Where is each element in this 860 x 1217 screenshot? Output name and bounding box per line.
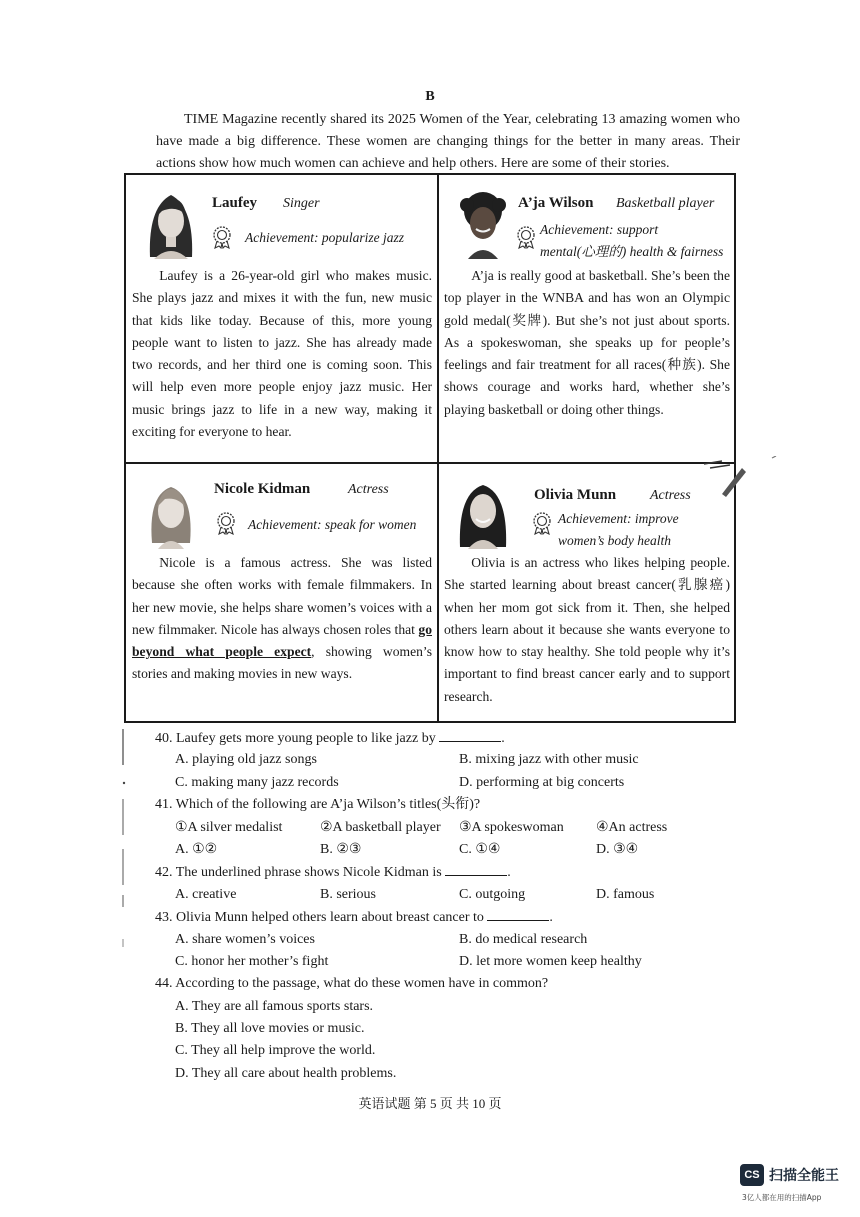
aja-wilson-achievement-line1: Achievement: support xyxy=(540,222,659,237)
option: A. share women’s voices xyxy=(175,931,315,947)
page-footer: 英语试题 第 5 页 共 10 页 xyxy=(358,1096,502,1111)
nicole-kidman-role: Actress xyxy=(348,482,389,497)
underlined-phrase: go beyond what people expect xyxy=(132,621,432,660)
choice: ②A basketball player xyxy=(320,819,441,835)
nicole-kidman-portrait-icon xyxy=(140,477,202,549)
answer-blank xyxy=(487,906,549,921)
laufey-description: Laufey is a 26-year-old girl who makes music. She plays jazz and mixes it with the fun, new music that kids like today. Because of this, more young people want to listen to jazz. She has already made two records, and her third one is coming soon. This will help even more people enjoy jazz music. Her music brings jazz to life in a new way, making it exciting for everyone to hear. xyxy=(132,268,432,440)
nicole-kidman-achievement: Achievement: speak for women xyxy=(248,517,417,532)
answer-blank xyxy=(445,861,507,876)
olivia-munn-achievement-line1: Achievement: improve xyxy=(558,511,679,526)
laufey-role: Singer xyxy=(283,196,320,211)
option: C. making many jazz records xyxy=(175,774,339,790)
section-letter: B xyxy=(425,89,435,104)
option: A. ①② xyxy=(175,841,218,857)
choice: ①A silver medalist xyxy=(175,819,283,835)
award-badge-icon xyxy=(214,511,238,535)
question-44-option-b xyxy=(155,1018,755,1040)
option: C. honor her mother’s fight xyxy=(175,953,329,969)
aja-wilson-name: A’ja Wilson xyxy=(518,195,594,211)
pen-mark-icon xyxy=(700,456,780,502)
award-badge-icon xyxy=(210,225,234,249)
option: C. ①④ xyxy=(459,841,501,857)
option: C. They all help improve the world. xyxy=(175,1043,376,1059)
question-42-options xyxy=(155,884,755,906)
option: B. ②③ xyxy=(320,841,362,857)
option: B. They all love movies or music. xyxy=(175,1021,365,1037)
laufey-name: Laufey xyxy=(212,195,257,211)
option: A. They are all famous sports stars. xyxy=(175,998,374,1014)
grid-divider-horizontal xyxy=(126,462,734,464)
question-44: 44. According to the passage, what do these women have in common? xyxy=(155,976,549,992)
scanner-logo-tagline: 3亿人都在用的扫描App xyxy=(742,1193,822,1202)
award-badge-icon xyxy=(514,225,538,249)
choice: ④An actress xyxy=(596,819,668,835)
question-41-options xyxy=(155,839,755,861)
olivia-munn-role: Actress xyxy=(650,488,691,503)
nicole-kidman-description-start: Nicole is a famous actress. She was listed because she often works with female filmmakers. In her new movie, she helps share women’s voices with a new filmmaker. Nicole has always chosen roles that xyxy=(132,555,432,637)
question-41: 41. Which of the following are A’ja Wilson’s titles(头衔)? xyxy=(155,797,481,813)
profile-grid xyxy=(124,173,736,723)
aja-wilson-role: Basketball player xyxy=(616,196,715,211)
question-43 xyxy=(155,906,755,928)
scanner-app-logo xyxy=(740,1164,850,1204)
option: B. serious xyxy=(320,886,376,902)
option: A. creative xyxy=(175,886,237,902)
answer-blank xyxy=(439,727,501,742)
question-44-option-d xyxy=(155,1063,755,1085)
question-44-option-c xyxy=(155,1040,755,1062)
option: C. outgoing xyxy=(459,886,526,902)
scanner-logo-name: 扫描全能王 xyxy=(769,1168,839,1184)
choice: ③A spokeswoman xyxy=(459,819,564,835)
option: D. They all care about health problems. xyxy=(175,1065,397,1081)
question-40 xyxy=(155,727,755,749)
question-40-stem-end: . xyxy=(501,731,505,746)
option: D. famous xyxy=(596,886,655,902)
intro-paragraph: TIME Magazine recently shared its 2025 Women of the Year, celebrating 13 amazing women who have made a big difference. These women are changing things for the better in many areas. Their actions show how much women can achieve and help others. Here are some of their stories. xyxy=(156,112,740,171)
award-badge-icon xyxy=(530,511,554,535)
option: D. ③④ xyxy=(596,841,639,857)
aja-wilson-achievement-line2: mental(心理的) health & fairness xyxy=(540,244,724,259)
question-43-options-row1 xyxy=(155,929,755,951)
question-42 xyxy=(155,861,755,883)
olivia-munn-name: Olivia Munn xyxy=(534,487,617,503)
grid-divider-vertical xyxy=(437,175,439,721)
option: A. playing old jazz songs xyxy=(175,752,317,768)
nicole-kidman-description xyxy=(132,552,432,686)
question-40-stem: 40. Laufey gets more young people to like jazz by xyxy=(155,731,436,746)
olivia-munn-achievement-line2: women’s body health xyxy=(558,533,671,548)
nicole-kidman-name: Nicole Kidman xyxy=(214,481,311,497)
nicole-kidman-description-end: , showing women’s stories and making movies in new ways. xyxy=(132,644,432,682)
question-43-options-row2 xyxy=(155,951,755,973)
olivia-munn-portrait-icon xyxy=(452,477,514,549)
question-41-choices xyxy=(155,817,755,839)
option: D. performing at big concerts xyxy=(459,774,625,790)
question-40-options-row2 xyxy=(155,772,755,794)
question-44-option-a xyxy=(155,996,755,1018)
option: B. mixing jazz with other music xyxy=(459,752,639,768)
margin-marks-icon xyxy=(118,725,130,955)
question-list xyxy=(155,727,755,1085)
aja-wilson-description: A’ja is really good at basketball. She’s been the top player in the WNBA and has won an Olympic gold medal(奖牌). But she’s not just about sports. As a spokeswoman, she speaks up for people’s feelings and fair treatment for all races(种族). She shows courage and works hard, whether she’s playing basketball or doing other things. xyxy=(444,268,730,417)
question-42-stem-end: . xyxy=(507,865,511,881)
scanner-logo-mark: CS xyxy=(740,1164,764,1186)
question-43-stem-end: . xyxy=(549,910,553,926)
question-40-options-row1 xyxy=(155,749,755,771)
olivia-munn-description: Olivia is an actress who likes helping people. She started learning about breast cancer(乳腺癌) when her mom got sick from it. Then, she helped others learn about it because she wants everyone to know how to stay healthy. She told people why it’s important to find breast cancer early and to support research. xyxy=(444,555,730,704)
option: D. let more women keep healthy xyxy=(459,953,642,969)
laufey-portrait-icon xyxy=(140,187,202,259)
question-42-stem: 42. The underlined phrase shows Nicole Kidman is xyxy=(155,865,442,881)
option: B. do medical research xyxy=(459,931,588,947)
laufey-achievement: Achievement: popularize jazz xyxy=(245,230,404,245)
question-43-stem: 43. Olivia Munn helped others learn about breast cancer to xyxy=(155,910,484,926)
aja-wilson-portrait-icon xyxy=(452,187,514,259)
